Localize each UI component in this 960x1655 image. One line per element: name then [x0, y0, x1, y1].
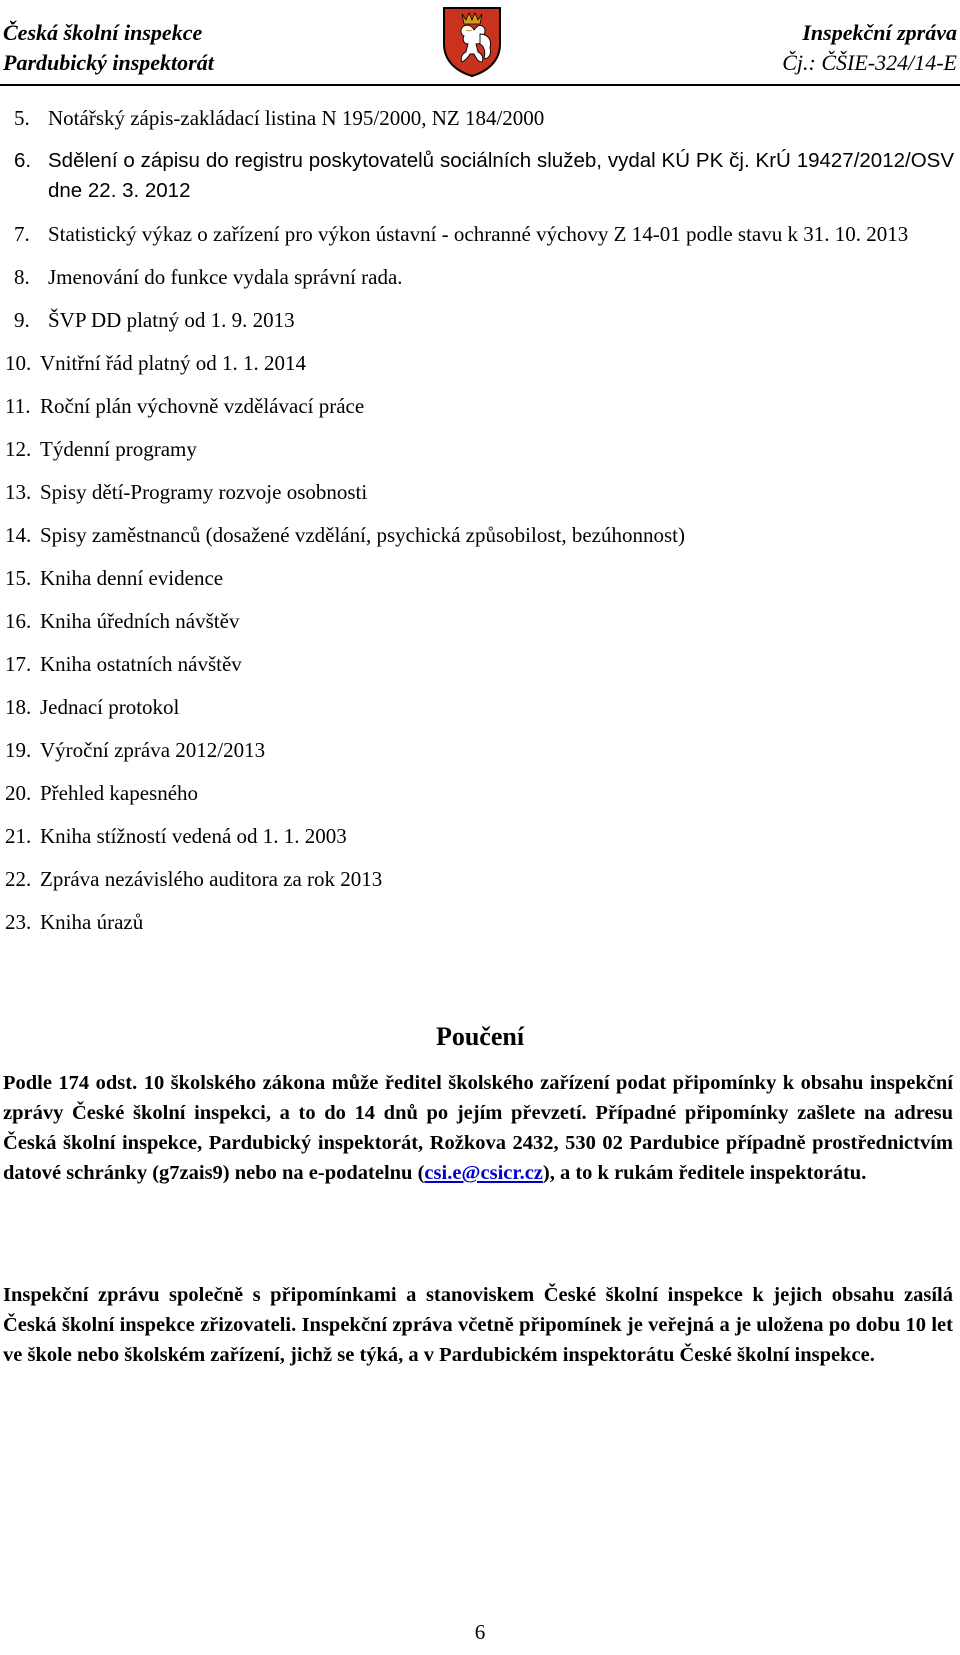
list-text: Spisy zaměstnanců (dosažené vzdělání, psychická způsobilost, bezúhonnost) [40, 523, 685, 547]
notice-paragraph-1-end: ), a to k rukám ředitele inspektorátu. [542, 1162, 867, 1184]
list-text: Jednací protokol [40, 695, 180, 719]
header-left [3, 18, 214, 78]
list-number: 16. [5, 609, 32, 633]
notice-paragraph-1 [3, 1068, 953, 1188]
list-text: Jmenování do funkce vydala správní rada. [48, 265, 403, 289]
report-title: Inspekční zpráva [802, 20, 957, 45]
list-item [14, 262, 954, 292]
list-text: Vnitřní řád platný od 1. 1. 2014 [40, 351, 306, 375]
list-item [14, 103, 954, 133]
list-number: 21. [5, 824, 32, 848]
list-item [5, 520, 954, 550]
list-number: 8. [14, 265, 30, 289]
list-item [5, 864, 954, 894]
list-item [5, 606, 954, 636]
list-text: Spisy dětí-Programy rozvoje osobnosti [40, 480, 368, 504]
list-text: Zpráva nezávislého auditora za rok 2013 [40, 867, 383, 891]
list-number: 9. [14, 308, 30, 332]
list-number: 12. [5, 437, 32, 461]
page-number: 6 [474, 1620, 486, 1644]
czech-lion-emblem-icon [440, 4, 504, 78]
list-item [5, 735, 954, 765]
document-list [5, 103, 954, 950]
list-item [5, 692, 954, 722]
list-item [5, 391, 954, 421]
list-text: Kniha úředních návštěv [40, 609, 240, 633]
list-text: Kniha ostatních návštěv [40, 652, 242, 676]
list-number: 7. [14, 222, 30, 246]
list-number: 11. [5, 394, 31, 418]
list-text: Sdělení o zápisu do registru poskytovatelů sociálních služeb, vydal KÚ PK čj. KrÚ 19427/2012/OSV dne 22. 3. 2012 [48, 149, 954, 202]
notice-paragraph-1-text: Podle 174 odst. 10 školského zákona může ředitel školského zařízení podat připomínky k obsahu inspekční zprávy České školní inspekci, a to do 14 dnů po jejím převzetí. Případné připomínky zašlete na adresu Česká školní inspekce, Pardubický inspektorát, Rožkova 2432, 530 02 Pardubice případně prostřednictvím datové schránky (g7zais9) nebo na e-podatelnu ( [3, 1072, 953, 1184]
list-number: 23. [5, 910, 32, 934]
notice-paragraph-2: Inspekční zprávu společně s připomínkami a stanoviskem České školní inspekce k jejich obsahu zasílá Česká školní inspekce zřizovateli. Inspekční zpráva včetně připomínek je veřejná a je uložena po dobu 10 let ve škole nebo školském zařízení, jichž se týká, a v Pardubickém inspektorátu České školní inspekce. [3, 1284, 953, 1366]
list-item [5, 821, 954, 851]
list-text: Výroční zpráva 2012/2013 [40, 738, 266, 762]
list-item [14, 219, 954, 249]
list-number: 13. [5, 480, 32, 504]
list-text: Roční plán výchovně vzdělávací práce [40, 394, 365, 418]
list-item [5, 434, 954, 464]
list-text: Týdenní programy [40, 437, 197, 461]
list-number: 14. [5, 523, 32, 547]
list-text: Kniha úrazů [40, 910, 144, 934]
notice-heading: Poučení [435, 1022, 525, 1051]
list-number: 19. [5, 738, 32, 762]
inspectorate-name: Pardubický inspektorát [3, 50, 214, 75]
list-number: 22. [5, 867, 32, 891]
page-header [0, 0, 960, 86]
list-number: 6. [14, 149, 32, 172]
email-link[interactable]: csi.e@csicr.cz [424, 1162, 543, 1184]
list-text: Přehled kapesného [40, 781, 199, 805]
list-item [5, 649, 954, 679]
list-text: Kniha denní evidence [40, 566, 224, 590]
list-text: Kniha stížností vedená od 1. 1. 2003 [40, 824, 347, 848]
list-text: Statistický výkaz o zařízení pro výkon ústavní - ochranné výchovy Z 14-01 podle stavu k 31. 10. 2013 [48, 222, 909, 246]
list-text: Notářský zápis-zakládací listina N 195/2000, NZ 184/2000 [48, 106, 545, 130]
list-number: 18. [5, 695, 32, 719]
organization-name: Česká školní inspekce [3, 20, 203, 45]
list-item [5, 348, 954, 378]
list-number: 17. [5, 652, 32, 676]
list-number: 15. [5, 566, 32, 590]
list-item [14, 146, 954, 206]
header-divider [0, 84, 960, 86]
list-number: 10. [5, 351, 32, 375]
header-right [782, 18, 957, 78]
list-item [5, 778, 954, 808]
list-number: 5. [14, 106, 30, 130]
list-number: 20. [5, 781, 32, 805]
list-item [14, 305, 954, 335]
reference-number: Čj.: ČŠIE-324/14-E [782, 50, 957, 75]
list-item [5, 477, 954, 507]
list-text: ŠVP DD platný od 1. 9. 2013 [48, 308, 295, 332]
list-item [5, 907, 954, 937]
list-item [5, 563, 954, 593]
